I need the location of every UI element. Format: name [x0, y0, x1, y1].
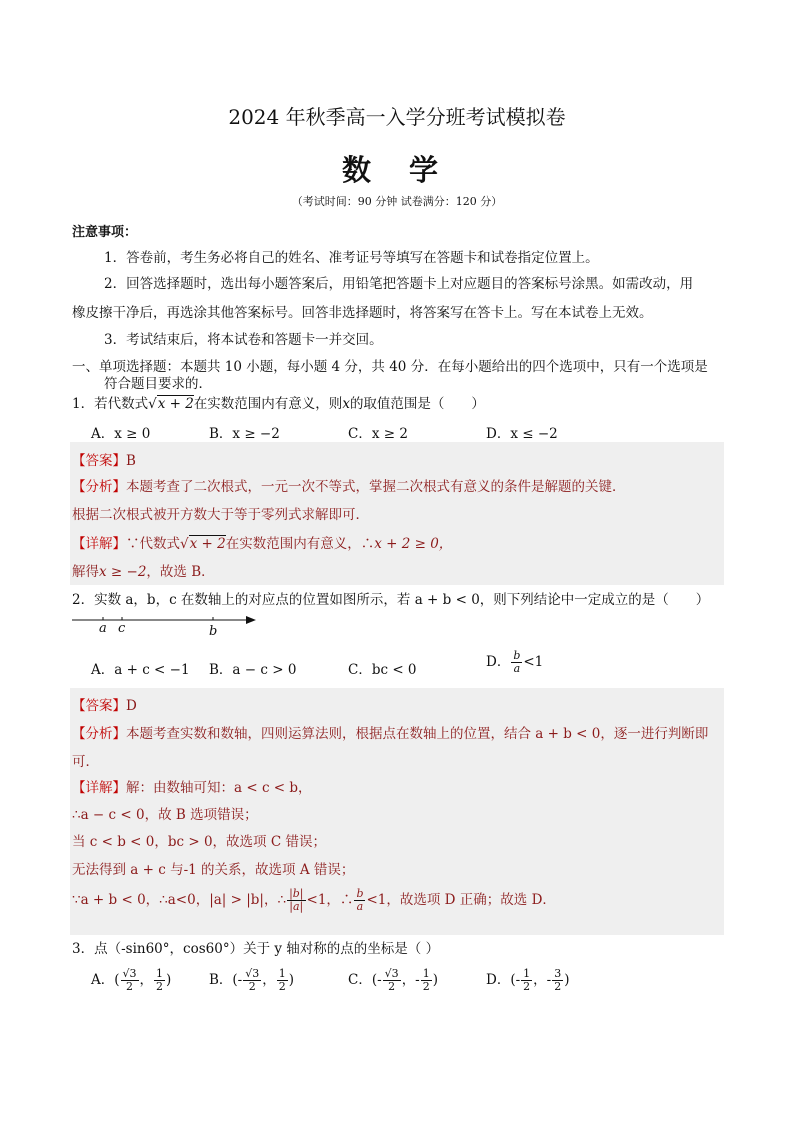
- q1-analysis-cont: 根据二次根式被开方数大于等于零列式求解即可．: [72, 507, 369, 523]
- exam-meta: （考试时间：90 分钟 试卷满分：120 分）: [291, 195, 503, 208]
- subject-title: 数 学: [341, 153, 453, 187]
- q2-detail-line-3: 当 c < b < 0，bc > 0，故选项 C 错误；: [72, 834, 326, 850]
- question-2-stem: 2．实数 a，b，c 在数轴上的对应点的位置如图所示，若 a + b < 0，则下列结论中一定成立的是（ ）: [72, 592, 710, 608]
- q2-analysis-cont: 可．: [72, 754, 99, 770]
- axis-label-b: b: [209, 624, 218, 639]
- q2-detail-line-5: ∵a + b < 0，∴a<0，|a| > |b|，∴ $\frac{|b|}{|a|}$ <1，∴ $\frac{b}{a}$ <1，故选项 D 正确；故选 D．: [72, 887, 556, 913]
- q2-option-d: D． $\frac{b}{a}$ <1: [486, 649, 544, 675]
- q2-option-c: C．bc < 0: [348, 662, 417, 678]
- page-title: 2024 年秋季高一入学分班考试模拟卷: [228, 105, 566, 129]
- q3-option-c: C．(- $\frac{√3}{2}$ ，- $\frac{1}{2}$ ): [348, 967, 439, 993]
- q2-analysis: 【分析】本题考查实数和数轴，四则运算法则，根据点在数轴上的位置，结合 a + b < 0，逐一进行判断即: [72, 726, 709, 742]
- q3-option-d: D．(- $\frac{1}{2}$ ，- $\frac{3}{2}$ ): [486, 967, 570, 993]
- q2-answer: 【答案】D: [72, 698, 137, 714]
- q2-detail-line-2: ∴a − c < 0，故 B 选项错误；: [72, 807, 258, 823]
- q2-detail: 【详解】解：由数轴可知：a < c < b，: [72, 780, 312, 796]
- notice-item-2: 2．回答选择题时，选出每小题答案后，用铅笔把答题卡上对应题目的答案标号涂黑。如需改动，用: [104, 276, 694, 292]
- q1-analysis: 【分析】本题考查了二次根式，一元一次不等式，掌握二次根式有意义的条件是解题的关键．: [72, 479, 626, 495]
- notice-item-2-cont: 橡皮擦干净后，再选涂其他答案标号。回答非选择题时，将答案写在答卡上。写在本试卷上无效。: [72, 305, 653, 321]
- q1-option-d: D．x ≤ −2: [486, 426, 558, 442]
- q3-option-a: A．( $\frac{√3}{2}$ ， $\frac{1}{2}$ ): [91, 967, 172, 993]
- q2-option-a: A．a + c < −1: [91, 662, 190, 678]
- q1-option-c: C．x ≥ 2: [348, 426, 408, 442]
- axis-label-c: c: [118, 621, 126, 636]
- q2-option-b: B．a − c > 0: [209, 662, 297, 678]
- notice-item-1: 1．答卷前，考生务必将自己的姓名、准考证号等填写在答题卡和试卷指定位置上。: [104, 250, 599, 266]
- question-3-stem: 3．点（-sin60°，cos60°）关于 y 轴对称的点的坐标是（ ）: [72, 941, 440, 957]
- section-heading: 一、单项选择题：本题共 10 小题，每小题 4 分，共 40 分．在每小题给出的四个选项中，只有一个选项是: [72, 359, 708, 375]
- q3-option-b: B．(- $\frac{√3}{2}$ ， $\frac{1}{2}$ ): [209, 967, 295, 993]
- q1-option-b: B．x ≥ −2: [209, 426, 280, 442]
- notice-item-3: 3．考试结束后，将本试卷和答题卡一并交回。: [104, 332, 383, 348]
- q1-option-a: A．x ≥ 0: [91, 426, 151, 442]
- question-1-stem: 1．若代数式√x + 2在实数范围内有意义，则x的取值范围是（ ）: [72, 396, 485, 412]
- notice-heading: 注意事项：: [72, 225, 138, 240]
- q2-detail-line-4: 无法得到 a + c 与-1 的关系，故选项 A 错误；: [72, 862, 355, 878]
- q1-detail-cont: 解得x ≥ −2，故选 B．: [72, 564, 215, 580]
- number-line-arrow: [246, 616, 256, 624]
- q1-answer: 【答案】B: [72, 453, 136, 469]
- axis-label-a: a: [99, 621, 107, 636]
- q1-detail: 【详解】∵代数式√x + 2在实数范围内有意义，∴x + 2 ≥ 0，: [72, 536, 453, 552]
- section-heading-cont: 符合题目要求的．: [104, 376, 212, 392]
